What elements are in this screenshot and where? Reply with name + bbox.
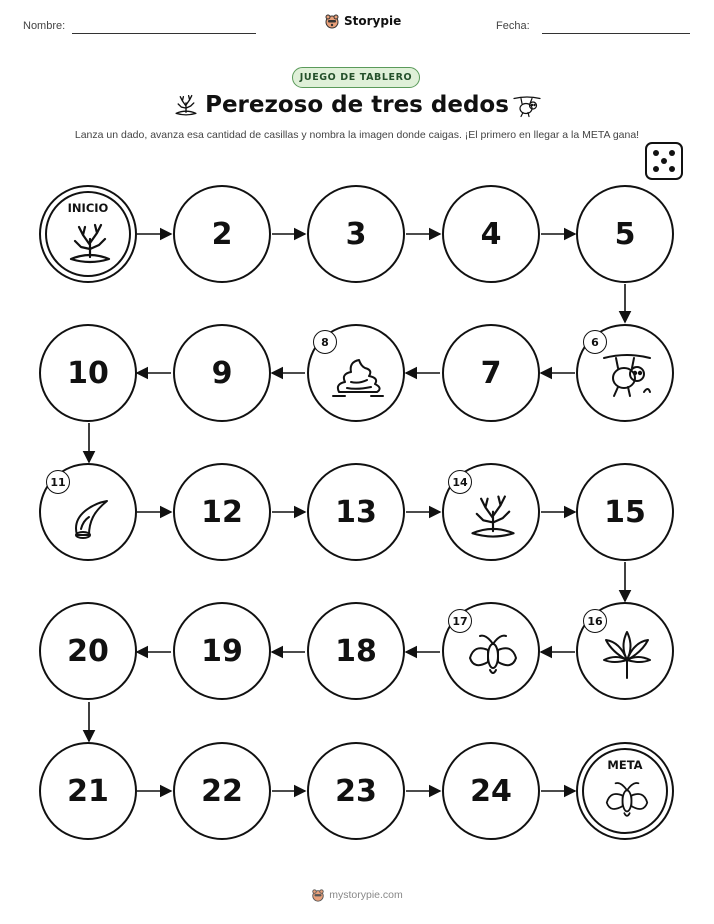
footer-site[interactable]: mystorypie.com <box>329 889 403 901</box>
space-number: 3 <box>345 216 367 252</box>
space-number-badge-16: 16 <box>583 609 607 633</box>
board-space-18[interactable] <box>307 602 405 700</box>
coral-icon <box>466 491 520 541</box>
space-number: 24 <box>470 773 512 809</box>
board-space-13[interactable] <box>307 463 405 561</box>
board-space-3[interactable] <box>307 185 405 283</box>
finish-space[interactable] <box>576 742 674 840</box>
space-number: 12 <box>201 494 243 530</box>
space-number: 20 <box>67 633 109 669</box>
space-number: 5 <box>614 216 636 252</box>
coral-icon <box>65 221 115 265</box>
space-number: 10 <box>67 355 109 391</box>
board-space-4[interactable] <box>442 185 540 283</box>
space-number: 13 <box>335 494 377 530</box>
board-space-12[interactable] <box>173 463 271 561</box>
finish-label: META <box>607 758 643 772</box>
board-space-19[interactable] <box>173 602 271 700</box>
game-type-badge: JUEGO DE TABLERO <box>292 67 420 88</box>
name-label: Nombre: <box>23 20 66 32</box>
storypie-mascot-icon <box>311 888 325 902</box>
page-title: Perezoso de tres dedos <box>205 92 509 118</box>
space-number-badge-17: 17 <box>448 609 472 633</box>
start-label: INICIO <box>67 201 109 215</box>
board-space-20[interactable] <box>39 602 137 700</box>
board-space-7[interactable] <box>442 324 540 422</box>
footer <box>0 888 714 902</box>
space-number: 23 <box>335 773 377 809</box>
board-space-15[interactable] <box>576 463 674 561</box>
board-space-5[interactable] <box>576 185 674 283</box>
date-label: Fecha: <box>496 20 530 32</box>
start-space[interactable] <box>39 185 137 283</box>
space-number-badge-11: 11 <box>46 470 70 494</box>
poop-icon <box>331 352 385 402</box>
sloth-icon <box>600 352 654 402</box>
space-number-badge-14: 14 <box>448 470 472 494</box>
board-space-23[interactable] <box>307 742 405 840</box>
space-number-badge-8: 8 <box>313 330 337 354</box>
space-number: 7 <box>480 355 502 391</box>
claw-icon <box>63 491 117 541</box>
space-number: 4 <box>480 216 502 252</box>
space-number: 9 <box>211 355 233 391</box>
space-number: 19 <box>201 633 243 669</box>
board-space-9[interactable] <box>173 324 271 422</box>
space-number: 18 <box>335 633 377 669</box>
space-number-badge-6: 6 <box>583 330 607 354</box>
board-space-22[interactable] <box>173 742 271 840</box>
moth-icon <box>602 778 652 822</box>
board-space-10[interactable] <box>39 324 137 422</box>
space-number: 2 <box>211 216 233 252</box>
space-number: 22 <box>201 773 243 809</box>
board-space-2[interactable] <box>173 185 271 283</box>
brand-name: Storypie <box>344 14 402 28</box>
leaf-icon <box>600 630 654 680</box>
game-instructions: Lanza un dado, avanza esa cantidad de casillas y nombra la imagen donde caigas. ¡El primero en llegar a la META gana! <box>74 129 640 141</box>
space-number: 15 <box>604 494 646 530</box>
board-space-24[interactable] <box>442 742 540 840</box>
board-space-21[interactable] <box>39 742 137 840</box>
moth-icon <box>466 630 520 680</box>
space-number: 21 <box>67 773 109 809</box>
